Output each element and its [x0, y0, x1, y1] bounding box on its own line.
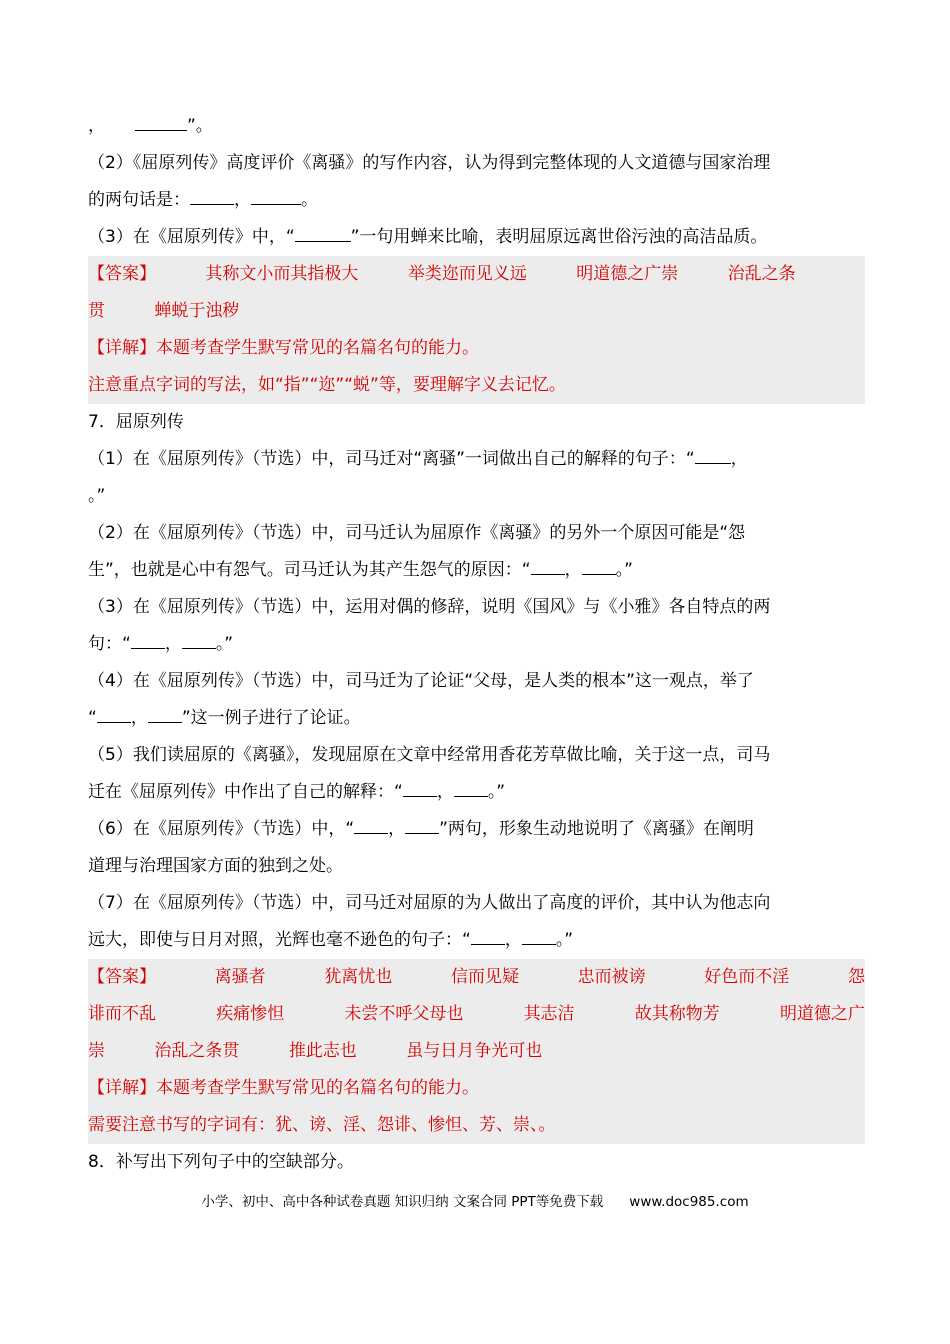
answer-item: 未尝不呼父母也 — [344, 1004, 464, 1024]
q7-part3-line2 — [88, 626, 865, 663]
q6-detail — [88, 330, 865, 367]
q7-answer-line3 — [88, 1033, 865, 1070]
answer-item: 明道德之广崇 — [576, 264, 679, 284]
answer-item: 故其称物芳 — [634, 1004, 720, 1024]
answer-item: 崇 — [88, 1041, 105, 1061]
detail-label: 【详解】 — [88, 338, 156, 358]
q7-note: 需要注意书写的字词有：犹、谤、淫、怨诽、惨怛、芳、崇、。 — [88, 1115, 556, 1135]
q7-part4-line2 — [88, 700, 865, 737]
text: “ — [88, 708, 97, 728]
text: 远大，即使与日月对照，光辉也毫不逊色的句子：“ — [88, 930, 471, 950]
text: 。 — [301, 190, 318, 210]
blank — [135, 114, 187, 131]
blank — [582, 558, 616, 575]
text: ， — [164, 634, 182, 654]
footer-link[interactable]: www.doc985.com — [629, 1194, 749, 1210]
text: 。” — [215, 634, 234, 654]
q6-part2-line2 — [88, 182, 865, 219]
answer-item: 离骚者 — [214, 967, 266, 987]
q6-part3 — [88, 219, 865, 256]
text: ， — [436, 782, 454, 802]
text: ”这一例子进行了论证。 — [181, 708, 361, 728]
text: 迁在《屈原列传》中作出了自己的解释：“ — [88, 782, 403, 802]
answer-item: 其志洁 — [523, 1004, 575, 1024]
blank — [471, 928, 505, 945]
blank — [695, 447, 731, 464]
text: ”一句用蝉来比喻，表明屈原远离世俗污浊的高洁品质。 — [350, 227, 768, 247]
q7-part7-line2 — [88, 922, 865, 959]
answer-label: 【答案】 — [88, 967, 156, 987]
blank — [403, 780, 437, 797]
blank — [522, 928, 556, 945]
blank — [97, 706, 131, 723]
blank — [182, 632, 216, 649]
answer-item: 贯 — [88, 301, 105, 321]
text: ， — [234, 190, 251, 210]
text: ”两句，形象生动地说明了《离骚》在阐明 — [439, 819, 754, 839]
page-footer — [0, 1190, 950, 1210]
q7-answer-line2 — [88, 996, 865, 1033]
q7-answer-line1 — [88, 959, 865, 996]
answer-item: 信而见疑 — [450, 967, 519, 987]
text: （1）在《屈原列传》（节选）中，司马迁对“离骚”一词做出自己的解释的句子：“ — [88, 449, 695, 469]
document-page — [88, 108, 865, 1181]
answer-item: 其称文小而其指极大 — [205, 264, 359, 284]
q6-answer-line2 — [88, 293, 865, 330]
text: ， — [564, 560, 582, 580]
answer-label: 【答案】 — [88, 264, 156, 284]
q7-answer-block — [88, 959, 865, 1144]
text: 生”，也就是心中有怨气。司马迁认为其产生怨气的原因：“ — [88, 560, 531, 580]
q7-part5-line1: （5）我们读屈原的《离骚》，发现屈原在文章中经常用香花芳草做比喻，关于这一点，司马 — [88, 745, 771, 765]
blank — [295, 225, 351, 242]
answer-item: 怨 — [847, 967, 865, 987]
q7-part1-line1 — [88, 441, 865, 478]
answer-item: 好色而不淫 — [704, 967, 790, 987]
text: （3）在《屈原列传》中，“ — [88, 227, 295, 247]
blank — [251, 188, 301, 205]
footer-text: 小学、初中、高中各种试卷真题 知识归纳 文案合同 PPT等免费下载 — [201, 1194, 604, 1210]
text: 。” — [487, 782, 506, 802]
answer-item: 诽而不乱 — [88, 1004, 156, 1024]
q6-answer-line1 — [88, 256, 865, 293]
text: 。” — [555, 930, 574, 950]
blank — [454, 780, 488, 797]
q7-part6-line2: 道理与治理国家方面的独到之处。 — [88, 856, 343, 876]
blank — [148, 706, 182, 723]
detail-text: 本题考查学生默写常见的名篇名句的能力。 — [156, 338, 479, 358]
blank — [531, 558, 565, 575]
text: ， — [388, 819, 406, 839]
answer-item: 治乱之条贯 — [154, 1041, 240, 1061]
text: ， — [730, 449, 748, 469]
q7-part4-line1: （4）在《屈原列传》（节选）中，司马迁为了论证“父母，是人类的根本”这一观点，举了 — [88, 671, 754, 691]
q7-part5-line2 — [88, 774, 865, 811]
answer-item: 推此志也 — [288, 1041, 357, 1061]
answer-item: 蝉蜕于浊秽 — [154, 301, 240, 321]
answer-item: 犹离忧也 — [324, 967, 393, 987]
answer-item: 治乱之条 — [727, 264, 796, 284]
q8-title: 8．补写出下列句子中的空缺部分。 — [88, 1152, 354, 1172]
answer-item: 明道德之广 — [779, 1004, 865, 1024]
q6-answer-block — [88, 256, 865, 404]
blank — [405, 817, 439, 834]
text: 的两句话是： — [88, 190, 190, 210]
q7-part2-line1: （2）在《屈原列传》（节选）中，司马迁认为屈原作《离骚》的另外一个原因可能是“怨 — [88, 523, 746, 543]
blank — [354, 817, 388, 834]
text: ”。 — [187, 116, 213, 136]
q7-detail — [88, 1070, 865, 1107]
answer-item: 忠而被谤 — [577, 967, 646, 987]
text: （6）在《屈原列传》（节选）中，“ — [88, 819, 355, 839]
answer-item: 举类迩而见义远 — [407, 264, 527, 284]
answer-item: 虽与日月争光可也 — [406, 1041, 543, 1061]
text: ， — [130, 708, 148, 728]
blank — [190, 188, 234, 205]
detail-label: 【详解】 — [88, 1078, 156, 1098]
q7-part1-line2: 。” — [88, 486, 106, 506]
detail-text: 本题考查学生默写常见的名篇名句的能力。 — [156, 1078, 479, 1098]
q7-part3-line1: （3）在《屈原列传》（节选）中，运用对偶的修辞，说明《国风》与《小雅》各自特点的两 — [88, 597, 771, 617]
blank — [131, 632, 165, 649]
q7-title: 7．屈原列传 — [88, 412, 184, 432]
q6-line-0 — [88, 108, 865, 145]
q6-note: 注意重点字词的写法，如“指”“迩”“蜕”等，要理解字义去记忆。 — [88, 375, 566, 395]
text: 。” — [615, 560, 633, 580]
q7-part6-line1 — [88, 811, 865, 848]
q7-part7-line1: （7）在《屈原列传》（节选）中，司马迁对屈原的为人做出了高度的评价，其中认为他志向 — [88, 893, 771, 913]
text: 句：“ — [88, 634, 131, 654]
q7-part2-line2 — [88, 552, 865, 589]
text: ， — [88, 116, 105, 136]
q6-part2-line1: （2）《屈原列传》高度评价《离骚》的写作内容，认为得到完整体现的人文道德与国家治理 — [88, 153, 771, 173]
answer-item: 疾痛惨怛 — [216, 1004, 285, 1024]
text: ， — [504, 930, 522, 950]
